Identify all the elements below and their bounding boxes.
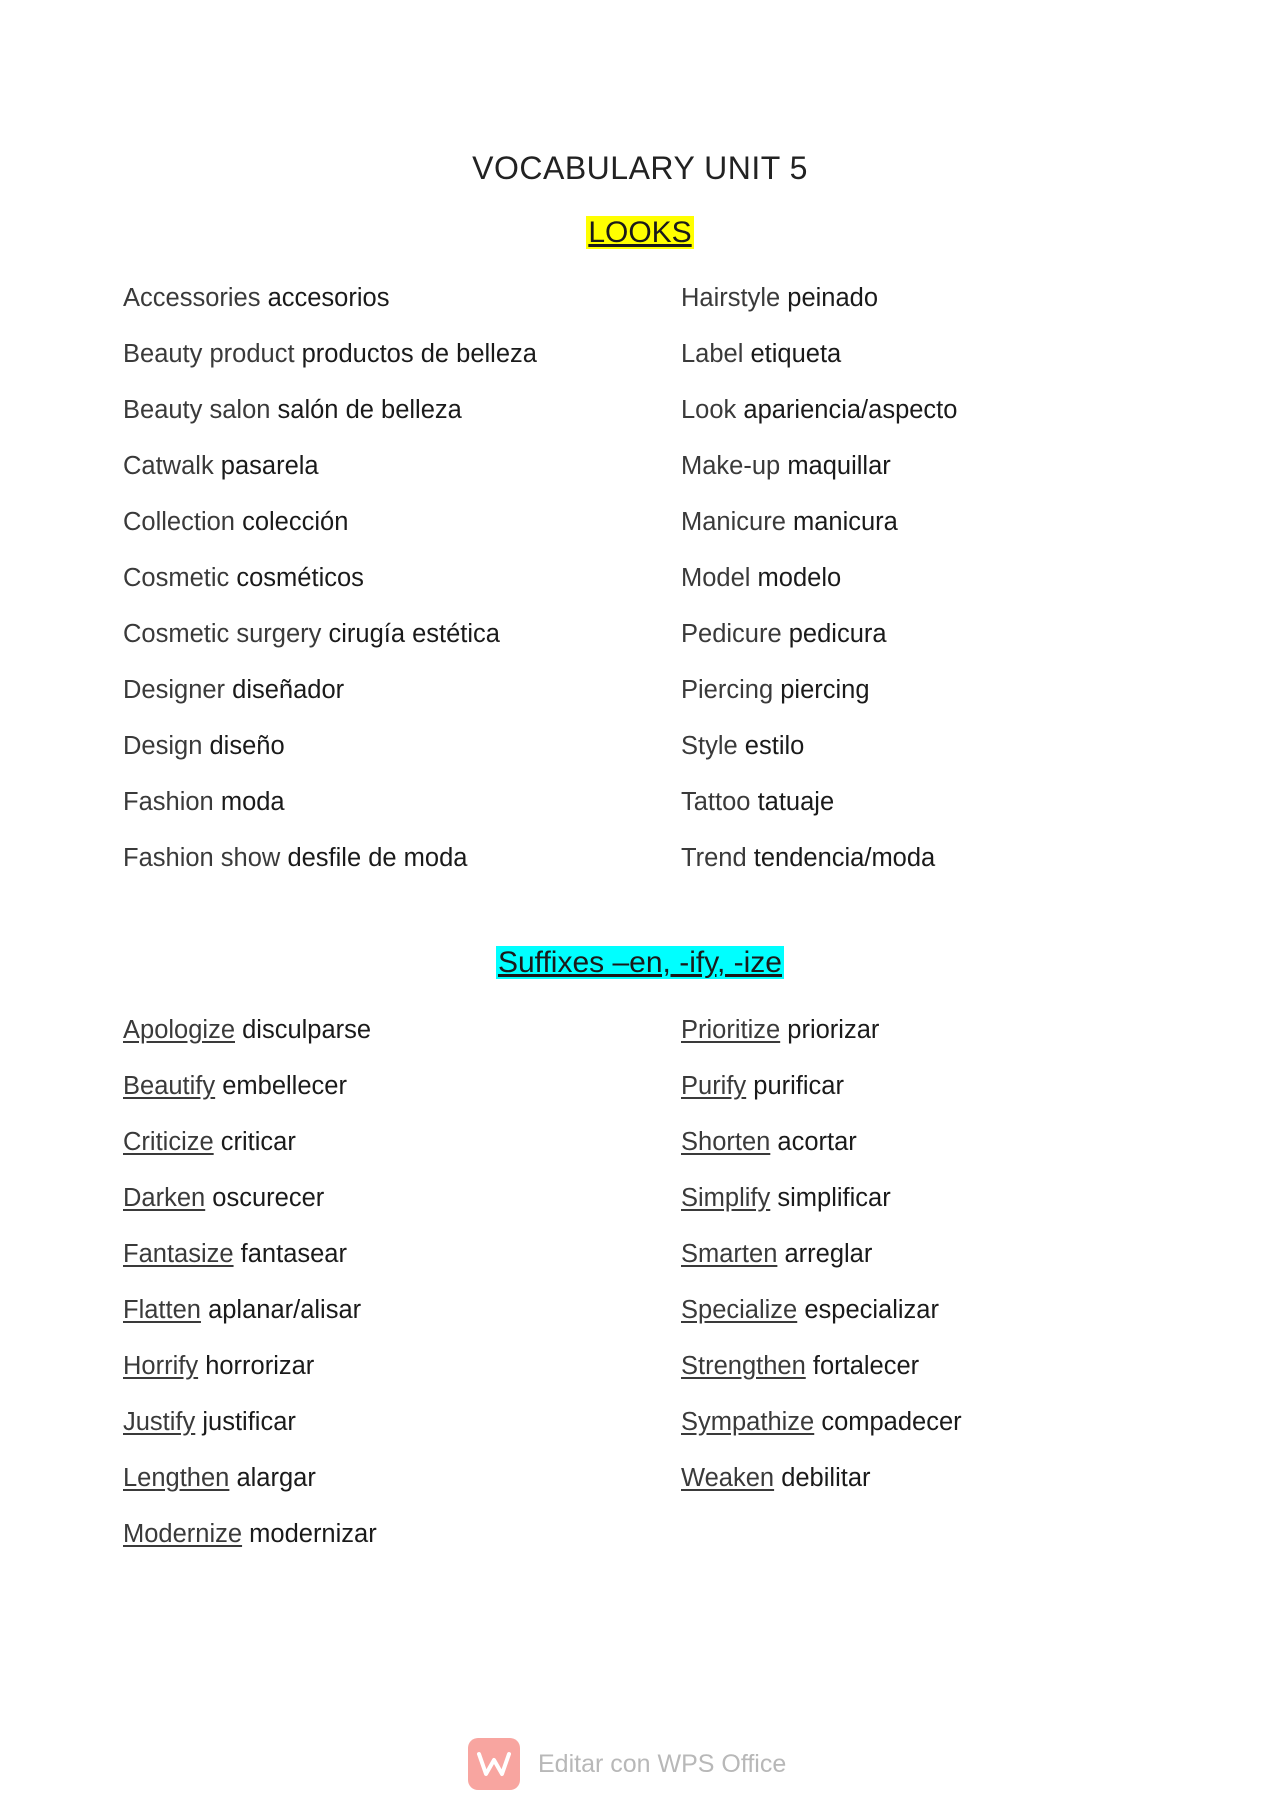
vocab-item bbox=[681, 1002, 962, 1058]
vocab-term: Apologize bbox=[123, 1016, 235, 1044]
vocab-term: Design bbox=[123, 732, 203, 760]
vocab-term: Fashion bbox=[123, 788, 214, 816]
vocab-item bbox=[681, 1450, 962, 1506]
vocab-term: Collection bbox=[123, 508, 235, 536]
vocab-meaning: tendencia/moda bbox=[753, 844, 936, 872]
vocab-item bbox=[123, 382, 537, 438]
vocab-item bbox=[681, 1226, 962, 1282]
vocab-item bbox=[681, 1170, 962, 1226]
vocab-item bbox=[123, 1058, 377, 1114]
suffixes-list-right bbox=[681, 1002, 962, 1506]
vocab-term: Specialize bbox=[681, 1296, 798, 1324]
vocab-meaning: disculparse bbox=[242, 1016, 372, 1044]
wps-edit-label[interactable]: Editar con WPS Office bbox=[538, 1749, 787, 1778]
vocab-term: Horrify bbox=[123, 1352, 199, 1380]
page-title: VOCABULARY UNIT 5 bbox=[472, 150, 808, 186]
vocab-term: Strengthen bbox=[681, 1352, 806, 1380]
vocab-item bbox=[123, 606, 537, 662]
vocab-meaning: aplanar/alisar bbox=[208, 1296, 362, 1324]
vocab-term: Beauty product bbox=[123, 340, 295, 368]
vocab-meaning: tatuaje bbox=[757, 788, 835, 816]
vocab-meaning: priorizar bbox=[787, 1016, 880, 1044]
vocab-item bbox=[123, 1002, 377, 1058]
vocab-term: Modernize bbox=[123, 1520, 243, 1548]
vocab-item bbox=[123, 326, 537, 382]
wps-edit-banner[interactable] bbox=[468, 1738, 786, 1790]
vocab-term: Style bbox=[681, 732, 738, 760]
vocab-item bbox=[123, 1226, 377, 1282]
vocab-item bbox=[681, 550, 957, 606]
vocab-term: Cosmetic bbox=[123, 564, 230, 592]
vocab-meaning: piercing bbox=[780, 676, 870, 704]
vocab-item bbox=[681, 1338, 962, 1394]
vocab-meaning: justificar bbox=[202, 1408, 296, 1436]
vocab-meaning: fantasear bbox=[240, 1240, 347, 1268]
vocab-item bbox=[681, 1394, 962, 1450]
vocab-term: Hairstyle bbox=[681, 284, 781, 312]
vocab-meaning: peinado bbox=[787, 284, 879, 312]
vocab-item bbox=[681, 1282, 962, 1338]
vocab-meaning: diseñador bbox=[232, 676, 345, 704]
vocab-meaning: compadecer bbox=[821, 1408, 962, 1436]
vocab-term: Fashion show bbox=[123, 844, 281, 872]
vocab-meaning: etiqueta bbox=[750, 340, 842, 368]
vocab-meaning: alargar bbox=[236, 1464, 316, 1492]
vocab-meaning: modelo bbox=[757, 564, 842, 592]
vocab-meaning: cirugía estética bbox=[328, 620, 500, 648]
vocab-item bbox=[681, 718, 957, 774]
looks-heading bbox=[0, 216, 1280, 250]
vocab-meaning: maquillar bbox=[787, 452, 891, 480]
suffixes-list-left bbox=[123, 1002, 377, 1562]
vocab-term: Justify bbox=[123, 1408, 196, 1436]
vocab-meaning: modernizar bbox=[249, 1520, 377, 1548]
vocab-term: Make-up bbox=[681, 452, 781, 480]
vocab-meaning: cosméticos bbox=[236, 564, 364, 592]
suffixes-heading-text: Suffixes –en, -ify, -ize bbox=[497, 946, 782, 979]
vocab-item bbox=[123, 438, 537, 494]
vocab-item bbox=[681, 606, 957, 662]
vocab-item bbox=[123, 1338, 377, 1394]
vocab-item bbox=[681, 1058, 962, 1114]
looks-list-left bbox=[123, 270, 537, 886]
vocab-item bbox=[123, 1170, 377, 1226]
vocab-meaning: desfile de moda bbox=[287, 844, 468, 872]
vocab-item bbox=[681, 494, 957, 550]
vocab-meaning: debilitar bbox=[781, 1464, 871, 1492]
vocab-term: Beautify bbox=[123, 1072, 216, 1100]
vocab-term: Tattoo bbox=[681, 788, 751, 816]
vocab-term: Manicure bbox=[681, 508, 786, 536]
vocab-item bbox=[681, 326, 957, 382]
vocab-term: Criticize bbox=[123, 1128, 214, 1156]
vocab-item bbox=[123, 1282, 377, 1338]
vocab-meaning: especializar bbox=[804, 1296, 939, 1324]
vocab-item bbox=[681, 774, 957, 830]
vocab-item bbox=[123, 774, 537, 830]
vocab-meaning: arreglar bbox=[784, 1240, 873, 1268]
looks-heading-text: LOOKS bbox=[588, 216, 692, 249]
vocab-meaning: fortalecer bbox=[812, 1352, 920, 1380]
vocab-item bbox=[681, 1114, 962, 1170]
vocab-item bbox=[123, 1506, 377, 1562]
vocab-meaning: horrorizar bbox=[205, 1352, 315, 1380]
vocab-meaning: embellecer bbox=[222, 1072, 347, 1100]
vocab-meaning: manicura bbox=[792, 508, 898, 536]
vocab-term: Piercing bbox=[681, 676, 774, 704]
vocab-term: Beauty salon bbox=[123, 396, 271, 424]
vocab-meaning: productos de belleza bbox=[301, 340, 537, 368]
vocab-term: Fantasize bbox=[123, 1240, 234, 1268]
vocab-term: Shorten bbox=[681, 1128, 771, 1156]
vocab-term: Catwalk bbox=[123, 452, 214, 480]
vocab-item bbox=[123, 1114, 377, 1170]
vocab-term: Trend bbox=[681, 844, 747, 872]
vocab-item bbox=[681, 830, 957, 886]
vocab-meaning: apariencia/aspecto bbox=[743, 396, 958, 424]
vocab-item bbox=[123, 550, 537, 606]
vocab-item bbox=[681, 270, 957, 326]
vocab-item bbox=[123, 494, 537, 550]
vocab-item bbox=[123, 1450, 377, 1506]
vocab-term: Model bbox=[681, 564, 751, 592]
suffixes-heading bbox=[0, 946, 1280, 980]
vocab-meaning: salón de belleza bbox=[277, 396, 462, 424]
vocab-item bbox=[123, 270, 537, 326]
vocab-term: Cosmetic surgery bbox=[123, 620, 322, 648]
vocab-meaning: oscurecer bbox=[212, 1184, 325, 1212]
vocab-term: Darken bbox=[123, 1184, 206, 1212]
vocab-term: Simplify bbox=[681, 1184, 771, 1212]
vocab-meaning: criticar bbox=[220, 1128, 296, 1156]
vocab-term: Weaken bbox=[681, 1464, 775, 1492]
vocab-meaning: pasarela bbox=[220, 452, 319, 480]
vocab-item bbox=[123, 662, 537, 718]
vocab-term: Pedicure bbox=[681, 620, 782, 648]
vocab-item bbox=[681, 438, 957, 494]
vocab-term: Smarten bbox=[681, 1240, 778, 1268]
vocab-meaning: colección bbox=[242, 508, 349, 536]
vocab-term: Lengthen bbox=[123, 1464, 230, 1492]
vocab-term: Sympathize bbox=[681, 1408, 815, 1436]
vocab-meaning: simplificar bbox=[777, 1184, 891, 1212]
vocab-term: Purify bbox=[681, 1072, 747, 1100]
wps-logo-icon[interactable] bbox=[468, 1738, 520, 1790]
vocab-term: Label bbox=[681, 340, 744, 368]
vocab-item bbox=[123, 1394, 377, 1450]
vocab-term: Prioritize bbox=[681, 1016, 781, 1044]
vocab-item bbox=[123, 830, 537, 886]
vocab-meaning: purificar bbox=[753, 1072, 844, 1100]
vocab-item bbox=[681, 662, 957, 718]
vocab-term: Look bbox=[681, 396, 737, 424]
vocab-item bbox=[681, 382, 957, 438]
vocab-meaning: moda bbox=[220, 788, 285, 816]
vocab-meaning: estilo bbox=[744, 732, 805, 760]
vocab-term: Accessories bbox=[123, 284, 261, 312]
vocab-meaning: diseño bbox=[209, 732, 285, 760]
looks-list-right bbox=[681, 270, 957, 886]
vocab-term: Designer bbox=[123, 676, 226, 704]
vocab-term: Flatten bbox=[123, 1296, 201, 1324]
vocab-meaning: pedicura bbox=[788, 620, 887, 648]
vocab-item bbox=[123, 718, 537, 774]
vocab-meaning: accesorios bbox=[267, 284, 390, 312]
vocab-meaning: acortar bbox=[777, 1128, 857, 1156]
